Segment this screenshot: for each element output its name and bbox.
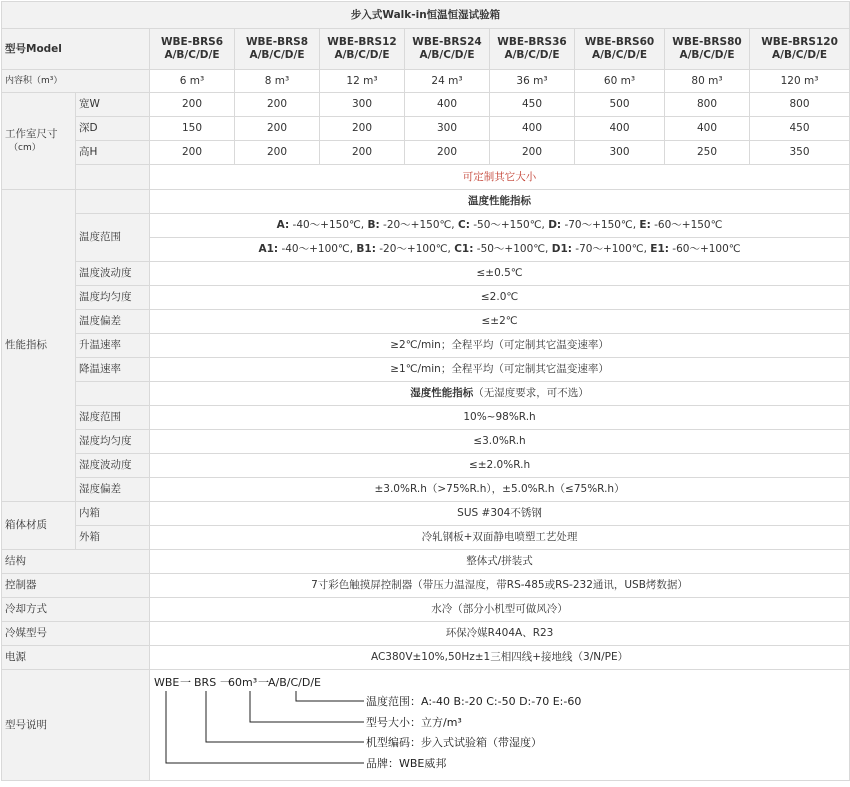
- material-label: 箱体材质: [2, 502, 76, 550]
- model-name: WBE-BRS8: [245, 36, 309, 48]
- material-row-value: SUS #304不锈钢: [150, 502, 850, 526]
- model-desc-item: 品牌：WBE威邦: [366, 757, 447, 770]
- spec-label: 冷媒型号: [2, 622, 150, 646]
- range-code: D:: [548, 219, 562, 231]
- range-value: -60～+100℃: [668, 243, 741, 255]
- separator: 一: [180, 676, 191, 689]
- table-row: [2, 165, 850, 190]
- model-name: WBE-BRS12: [327, 36, 397, 48]
- dimension-cell: 150: [150, 117, 235, 141]
- hum-row-label: 湿度均匀度: [76, 430, 150, 454]
- range-code: C1:: [454, 243, 474, 255]
- dimension-cell: 200: [320, 141, 405, 165]
- type-code: BRS: [194, 676, 217, 689]
- table-row: [2, 598, 850, 622]
- chamber-unit: （cm）: [9, 142, 41, 153]
- temp-row-value: ≥2℃/min；全程平均（可定制其它温变速率）: [150, 334, 850, 358]
- hum-header-note: （无湿度要求，可不选）: [473, 387, 589, 399]
- dimension-cell: 200: [320, 117, 405, 141]
- volume-cell: 60 m³: [575, 70, 665, 93]
- temp-row-label: 温度均匀度: [76, 286, 150, 310]
- model-header-cell: [665, 29, 750, 70]
- range-value: -40～+100℃,: [278, 243, 357, 255]
- hum-row-label: 湿度偏差: [76, 478, 150, 502]
- leader-line: [250, 691, 364, 722]
- hum-row-value: 10%~98%R.h: [150, 406, 850, 430]
- dimension-cell: 200: [150, 93, 235, 117]
- range-code: A1:: [258, 243, 279, 255]
- table-row: [2, 526, 850, 550]
- table-title: 步入式Walk-in恒温恒湿试验箱: [2, 2, 850, 29]
- separator: 一: [258, 676, 269, 689]
- temp-row-label: 温度波动度: [76, 262, 150, 286]
- table-row: [2, 550, 850, 574]
- blank-cell: [76, 190, 150, 214]
- chamber-label-text: 工作室尺寸: [5, 127, 58, 140]
- temp-row-label: 温度偏差: [76, 310, 150, 334]
- model-header-cell: [405, 29, 490, 70]
- separator: 一: [220, 676, 231, 689]
- table-row: [2, 310, 850, 334]
- dimension-label: 宽W: [76, 93, 150, 117]
- table-row: [2, 2, 850, 29]
- table-row: [2, 334, 850, 358]
- dimension-cell: 200: [405, 141, 490, 165]
- dimension-cell: 400: [575, 117, 665, 141]
- model-label: 型号Model: [2, 29, 150, 70]
- table-row: [2, 141, 850, 165]
- volume-label: 内容积（m³）: [2, 70, 150, 93]
- model-header-cell: [750, 29, 850, 70]
- spec-value: AC380V±10%,50Hz±1三相四线+接地线（3/N/PE）: [150, 646, 850, 670]
- range-code: B1:: [356, 243, 376, 255]
- temp-row-label: 升温速率: [76, 334, 150, 358]
- model-name: WBE-BRS80: [672, 36, 742, 48]
- chamber-label: [2, 93, 76, 190]
- material-row-label: 外箱: [76, 526, 150, 550]
- range-value: -70～+100℃,: [571, 243, 651, 255]
- model-variants: A/B/C/D/E: [334, 49, 390, 61]
- dimension-cell: 400: [490, 117, 575, 141]
- range-code: A/B/C/D/E: [268, 676, 321, 689]
- model-header-cell: [320, 29, 405, 70]
- model-name: WBE-BRS120: [761, 36, 838, 48]
- model-name: WBE-BRS24: [412, 36, 482, 48]
- range-value: -50～+150℃,: [469, 219, 549, 231]
- table-row: [2, 93, 850, 117]
- model-header-cell: [490, 29, 575, 70]
- dimension-label: 深D: [76, 117, 150, 141]
- table-row: [2, 574, 850, 598]
- volume-cell: 12 m³: [320, 70, 405, 93]
- brand-code: WBE: [154, 676, 180, 689]
- range-code: E1:: [650, 243, 669, 255]
- dimension-cell: 350: [750, 141, 850, 165]
- range-value: -40～+150℃,: [289, 219, 368, 231]
- model-variants: A/B/C/D/E: [591, 49, 648, 61]
- volume-cell: 24 m³: [405, 70, 490, 93]
- temp-range-cell: [150, 238, 850, 262]
- hum-header-title: 湿度性能指标: [410, 387, 474, 399]
- hum-row-value: ≤±2.0%R.h: [150, 454, 850, 478]
- table-row: [2, 646, 850, 670]
- temp-range-label: 温度范围: [76, 214, 150, 262]
- model-desc-item: 温度范围：A:-40 B:-20 C:-50 D:-70 E:-60: [366, 695, 582, 708]
- model-header-cell: [235, 29, 320, 70]
- model-variants: A/B/C/D/E: [504, 49, 560, 61]
- dimension-cell: 250: [665, 141, 750, 165]
- dimension-cell: 500: [575, 93, 665, 117]
- temp-header: 温度性能指标: [150, 190, 850, 214]
- spec-value: 7寸彩色触摸屏控制器（带压力温湿度，带RS-485或RS-232通讯，USB烤数据）: [150, 574, 850, 598]
- leader-line: [296, 691, 364, 701]
- dimension-cell: 200: [490, 141, 575, 165]
- spec-value: 整体式/拼装式: [150, 550, 850, 574]
- dimension-cell: 200: [235, 141, 320, 165]
- table-row: [2, 262, 850, 286]
- temp-row-value: ≤2.0℃: [150, 286, 850, 310]
- dimension-cell: 800: [750, 93, 850, 117]
- dimension-cell: 450: [490, 93, 575, 117]
- material-row-value: 冷轧钢板+双面静电喷塑工艺处理: [150, 526, 850, 550]
- model-variants: A/B/C/D/E: [679, 49, 735, 61]
- temp-row-label: 降温速率: [76, 358, 150, 382]
- table-row: [2, 214, 850, 238]
- volume-cell: 36 m³: [490, 70, 575, 93]
- range-code: E:: [639, 219, 651, 231]
- spec-table: [1, 1, 850, 781]
- model-desc-item: 型号大小：立方/m³: [366, 716, 462, 729]
- dimension-cell: 300: [405, 117, 490, 141]
- temp-row-value: ≥1℃/min；全程平均（可定制其它温变速率）: [150, 358, 850, 382]
- model-name: WBE-BRS36: [497, 36, 567, 48]
- dimension-cell: 450: [750, 117, 850, 141]
- range-value: -50～+100℃,: [473, 243, 552, 255]
- model-desc-item: 机型编码：步入式试验箱（带湿度）: [366, 736, 542, 749]
- spec-label: 冷却方式: [2, 598, 150, 622]
- size-code: 60m³: [228, 676, 258, 689]
- hum-row-value: ≤3.0%R.h: [150, 430, 850, 454]
- spec-value: 水冷（部分小机型可做风冷）: [150, 598, 850, 622]
- dimension-cell: 200: [235, 117, 320, 141]
- dimension-cell: 800: [665, 93, 750, 117]
- performance-label: 性能指标: [2, 190, 76, 502]
- dimension-cell: 400: [405, 93, 490, 117]
- spec-label: 电源: [2, 646, 150, 670]
- temp-row-value: ≤±0.5℃: [150, 262, 850, 286]
- range-code: D1:: [551, 243, 572, 255]
- table-row: [2, 358, 850, 382]
- blank-cell: [76, 382, 150, 406]
- dimension-cell: 200: [150, 141, 235, 165]
- model-header-cell: [575, 29, 665, 70]
- range-value: -60～+150℃: [650, 219, 723, 231]
- model-variants: A/B/C/D/E: [164, 49, 220, 61]
- volume-cell: 120 m³: [750, 70, 850, 93]
- model-name: WBE-BRS6: [160, 36, 224, 48]
- custom-size-note: 可定制其它大小: [150, 165, 850, 190]
- model-variants: A/B/C/D/E: [771, 49, 828, 61]
- spec-label: 结构: [2, 550, 150, 574]
- spec-value: 环保冷媒R404A、R23: [150, 622, 850, 646]
- model-name: WBE-BRS60: [584, 36, 655, 48]
- dimension-cell: 200: [235, 93, 320, 117]
- spec-label: 控制器: [2, 574, 150, 598]
- hum-header: [150, 382, 850, 406]
- table-row: [2, 190, 850, 214]
- dimension-cell: 300: [575, 141, 665, 165]
- range-value: -20～+150℃,: [379, 219, 458, 231]
- model-variants: A/B/C/D/E: [249, 49, 305, 61]
- temp-row-value: ≤±2℃: [150, 310, 850, 334]
- leader-line: [166, 691, 364, 763]
- table-row: [2, 670, 850, 781]
- model-code-diagram: [150, 670, 850, 781]
- volume-cell: 6 m³: [150, 70, 235, 93]
- dimension-label: 高H: [76, 141, 150, 165]
- table-row: [2, 382, 850, 406]
- hum-row-label: 湿度波动度: [76, 454, 150, 478]
- table-row: [2, 430, 850, 454]
- material-row-label: 内箱: [76, 502, 150, 526]
- model-code-svg: [150, 670, 840, 778]
- volume-cell: 80 m³: [665, 70, 750, 93]
- hum-row-value: ±3.0%R.h（>75%R.h），±5.0%R.h（≤75%R.h）: [150, 478, 850, 502]
- temp-range-cell: [150, 214, 850, 238]
- hum-row-label: 湿度范围: [76, 406, 150, 430]
- dimension-cell: 400: [665, 117, 750, 141]
- model-desc-label: 型号说明: [2, 670, 150, 781]
- range-code: C:: [457, 219, 470, 231]
- table-row: [2, 117, 850, 141]
- range-value: -20～+100℃,: [375, 243, 455, 255]
- model-header-cell: [150, 29, 235, 70]
- table-row: [2, 286, 850, 310]
- blank-cell: [76, 165, 150, 190]
- range-code: A:: [276, 219, 290, 231]
- model-variants: A/B/C/D/E: [419, 49, 475, 61]
- range-code: B:: [367, 219, 380, 231]
- leader-line: [206, 691, 364, 742]
- table-row: [2, 70, 850, 93]
- table-row: [2, 29, 850, 70]
- range-value: -70～+150℃,: [561, 219, 640, 231]
- table-row: [2, 478, 850, 502]
- table-row: [2, 406, 850, 430]
- volume-cell: 8 m³: [235, 70, 320, 93]
- table-row: [2, 454, 850, 478]
- table-row: [2, 502, 850, 526]
- table-row: [2, 622, 850, 646]
- dimension-cell: 300: [320, 93, 405, 117]
